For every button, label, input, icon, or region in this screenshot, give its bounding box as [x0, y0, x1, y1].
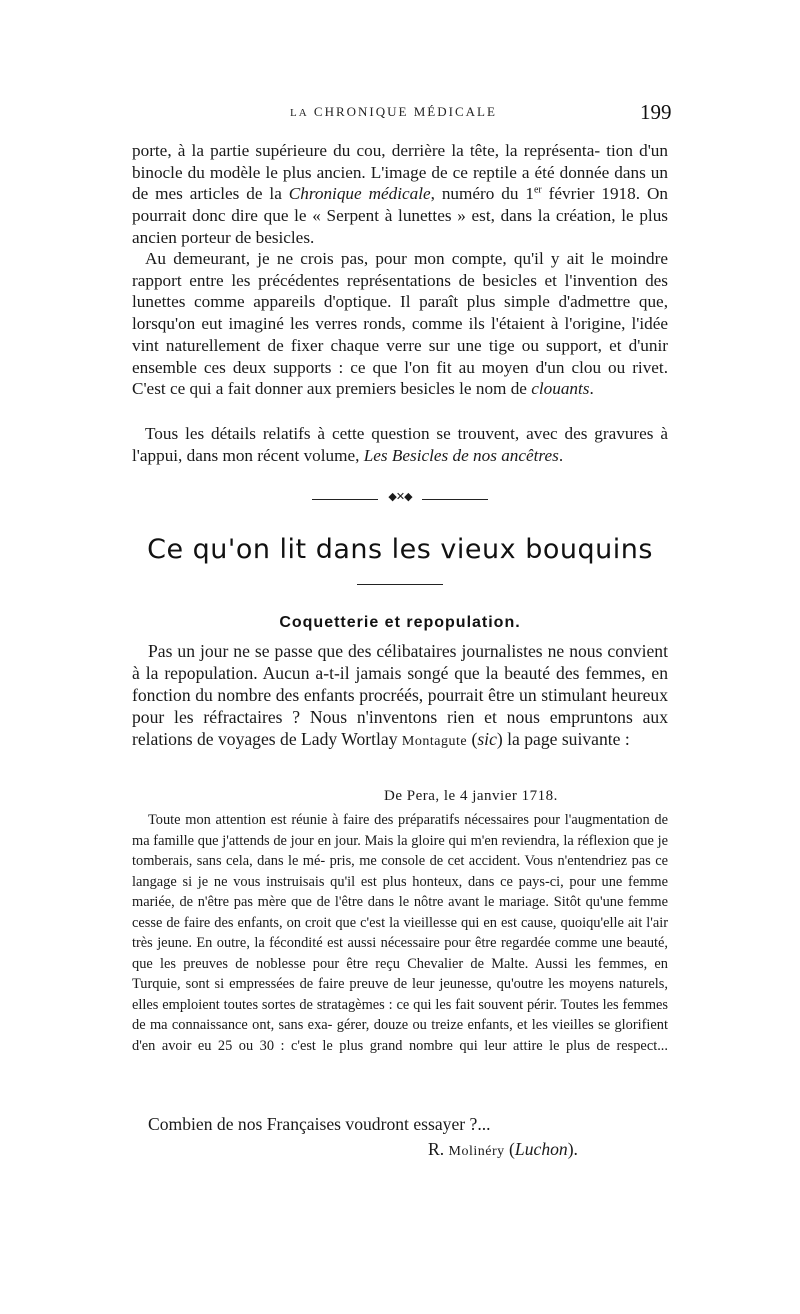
- page-number: 199: [640, 100, 672, 124]
- paragraph-text: , numéro du 1: [430, 184, 534, 204]
- author-signature: [428, 1139, 578, 1160]
- ornament-glyph: ◆✕◆: [388, 490, 412, 503]
- paragraph-text: porte, à la partie supérieure du cou, derrière la tête, la représenta- tion d'un binocle du modèle le plus ancien. L'image de ce reptile a été donnée dans un de mes articles de la: [132, 141, 668, 204]
- paragraph-text: ) la page suivante :: [496, 729, 630, 749]
- article-subtitle: Coquetterie et repopulation.: [279, 614, 521, 631]
- divider-line-right: [422, 499, 488, 500]
- divider-line-left: [312, 499, 378, 500]
- signature-punct: (: [504, 1139, 515, 1159]
- paragraph-invention-lunettes: [132, 248, 668, 400]
- closing-question: Combien de nos Françaises voudront essayer ?...: [148, 1114, 491, 1134]
- paragraph-text: Tous les détails relatifs à cette question se trouvent, avec des gravures à l'appui, dans mon récent volume,: [132, 424, 668, 465]
- clouants-term: clouants: [531, 379, 590, 399]
- section-divider-ornament: [312, 490, 488, 506]
- paragraph-binocle-serpent: [132, 140, 668, 249]
- letter-body: Toute mon attention est réunie à faire des préparatifs nécessaires pour l'augmentation de ma famille que j'attends de jour en jour. Mais la gloire qui m'en reviendra, la réflexion que je tomberais, sans cela, dans le mé- pris, me console de cet accident. Vous n'entendriez pas ce langage si je ne vous instruisais qu'il est plus honteux, dans ce pays-ci, pour une femme mariée, de n'être pas mère que de l'être dans le nôtre avant le mariage. Sitôt qu'une femme cesse de faire des enfants, on croit que c'est la vieillesse qui en est cause, quoiqu'elle ait l'air très jeune. En outre, la fécondité est aussi nécessaire pour être regardée comme une beauté, que les preuves de noblesse pour être reçu Chevalier de Malte. Aussi les femmes, en Turquie, sont si empressées de faire preuve de leur jeunesse, qu'outre les moyens naturels, elles emploient toutes sortes de stratagèmes : ce qui les fait souvent périr. Toutes les femmes de ma connaissance ont, sans exa- gérer, douze ou treize enfants, et les vieilles se glorifient d'en avoir eu 25 ou 30 : c'est le plus grand nombre qui leur attire le plus de respect...: [132, 812, 668, 1054]
- sic-note: sic: [477, 729, 497, 749]
- paragraph-text: .: [589, 379, 594, 399]
- running-head-article: LA: [290, 107, 309, 119]
- title-underline-rule: [357, 584, 443, 585]
- signature-place: Luchon: [514, 1139, 568, 1159]
- paragraph-repopulation: [132, 640, 668, 753]
- paragraph-volume-reference: [132, 423, 668, 466]
- paragraph-text: février 1918. On pourrait donc dire que le « Serpent à lunettes » est, dans la création, le plus ancien porteur de besicles.: [132, 184, 668, 247]
- paragraph-text: .: [558, 445, 564, 465]
- signature-punct: ).: [567, 1139, 578, 1159]
- author-name: Montagute: [401, 734, 468, 749]
- ordinal-superscript: er: [533, 184, 542, 196]
- quoted-letter: [132, 810, 668, 1056]
- signature-initial: R.: [428, 1139, 449, 1159]
- book-title: Les Besicles de nos ancêtres: [363, 445, 559, 465]
- paragraph-text: Au demeurant, je ne crois pas, pour mon compte, qu'il y ait le moindre rapport entre les précédentes représentations de besicles et l'invention des lunettes comme appareils d'optique. Il paraît plus simple d'admettre que, lorsqu'on eut imaginé les verres ronds, comme ils l'étaient à l'origine, l'idée vint naturellement de fixer chaque verre sur une tige ou support, et d'unir ensemble ces deux supports : ce que l'on fit au moyen d'un clou ou rivet. C'est ce qui a fait donner aux premiers besicles le nom de: [132, 249, 668, 399]
- paragraph-text: Pas un jour ne se passe que des célibataires journalistes ne nous convient à la repopulation. Aucun a-t-il jamais songé que la beauté des femmes, en fonction du nombre des enfants procréés, pourrait être un stimulant heureux pour les réfractaires ? Nous n'inventons rien et nous empruntons aux relations de voyages de Lady Wortlay: [132, 641, 668, 749]
- running-head-title: CHRONIQUE MÉDICALE: [313, 104, 497, 119]
- running-head: [290, 104, 497, 120]
- paragraph-text: (: [467, 729, 478, 749]
- signature-name: Molinéry: [448, 1144, 505, 1159]
- letter-dateline: De Pera, le 4 janvier 1718.: [384, 788, 558, 804]
- section-title: Ce qu'on lit dans les vieux bouquins: [147, 534, 653, 565]
- journal-title: Chronique médicale: [288, 184, 431, 204]
